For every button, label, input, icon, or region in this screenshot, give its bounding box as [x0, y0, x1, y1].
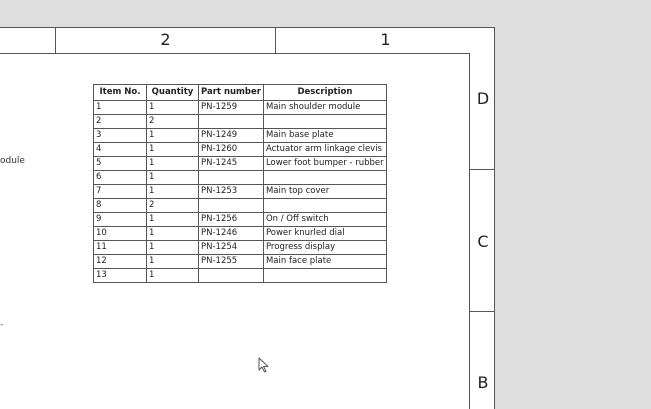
item-no-cell: 9	[94, 213, 147, 227]
item-no-cell: 3	[94, 129, 147, 143]
item-no-cell: 6	[94, 171, 147, 185]
table-row	[94, 241, 387, 255]
part-number-cell: PN-1255	[199, 255, 264, 269]
item-no-cell: 7	[94, 185, 147, 199]
table-row	[94, 115, 387, 129]
clipped-annotation-text: odule	[0, 156, 25, 166]
quantity-cell: 1	[147, 255, 199, 269]
zone-row-d: D	[476, 89, 490, 108]
zone-column-2: 2	[160, 30, 171, 49]
quantity-cell: 1	[147, 227, 199, 241]
table-row	[94, 213, 387, 227]
table-row	[94, 199, 387, 213]
table-header-row	[94, 85, 387, 101]
column-header-quantity: Quantity	[147, 85, 199, 101]
quantity-cell: 2	[147, 115, 199, 129]
zone-row-b: B	[477, 373, 489, 392]
part-number-cell: PN-1245	[199, 157, 264, 171]
item-no-cell: 8	[94, 199, 147, 213]
clipped-annotation-mark: -	[0, 320, 4, 330]
column-header-item-no: Item No.	[94, 85, 147, 101]
item-no-cell: 10	[94, 227, 147, 241]
column-header-description: Description	[263, 85, 386, 101]
item-no-cell: 2	[94, 115, 147, 129]
quantity-cell: 1	[147, 171, 199, 185]
part-number-cell	[199, 171, 264, 185]
part-number-cell: PN-1249	[199, 129, 264, 143]
zone-column-1: 1	[380, 30, 391, 49]
quantity-cell: 1	[147, 129, 199, 143]
quantity-cell: 1	[147, 185, 199, 199]
description-cell	[263, 269, 386, 283]
description-cell	[263, 115, 386, 129]
table-row	[94, 143, 387, 157]
quantity-cell: 1	[147, 213, 199, 227]
part-number-cell: PN-1253	[199, 185, 264, 199]
table-row	[94, 255, 387, 269]
bill-of-materials-table	[93, 84, 387, 283]
table-row	[94, 227, 387, 241]
column-header-part-number: Part number	[199, 85, 264, 101]
item-no-cell: 11	[94, 241, 147, 255]
description-cell: Main shoulder module	[263, 101, 386, 115]
part-number-cell: PN-1260	[199, 143, 264, 157]
part-number-cell: PN-1256	[199, 213, 264, 227]
description-cell: Actuator arm linkage clevis	[263, 143, 386, 157]
description-cell	[263, 171, 386, 185]
part-number-cell	[199, 199, 264, 213]
table-row	[94, 157, 387, 171]
item-no-cell: 1	[94, 101, 147, 115]
table-row	[94, 185, 387, 199]
zone-divider	[470, 311, 495, 312]
quantity-cell: 1	[147, 143, 199, 157]
part-number-cell: PN-1246	[199, 227, 264, 241]
item-no-cell: 5	[94, 157, 147, 171]
quantity-cell: 1	[147, 241, 199, 255]
table-row	[94, 171, 387, 185]
part-number-cell	[199, 115, 264, 129]
table-row	[94, 269, 387, 283]
item-no-cell: 13	[94, 269, 147, 283]
description-cell: Power knurled dial	[263, 227, 386, 241]
description-cell: On / Off switch	[263, 213, 386, 227]
item-no-cell: 12	[94, 255, 147, 269]
description-cell: Main top cover	[263, 185, 386, 199]
description-cell	[263, 199, 386, 213]
mouse-pointer-icon	[258, 357, 270, 373]
table-row	[94, 101, 387, 115]
quantity-cell: 1	[147, 101, 199, 115]
part-number-cell: PN-1254	[199, 241, 264, 255]
table-row	[94, 129, 387, 143]
quantity-cell: 1	[147, 269, 199, 283]
part-number-cell: PN-1259	[199, 101, 264, 115]
zone-row-c: C	[477, 232, 489, 251]
quantity-cell: 2	[147, 199, 199, 213]
description-cell: Progress display	[263, 241, 386, 255]
description-cell: Lower foot bumper - rubber	[263, 157, 386, 171]
description-cell: Main base plate	[263, 129, 386, 143]
part-number-cell	[199, 269, 264, 283]
item-no-cell: 4	[94, 143, 147, 157]
zone-divider	[470, 169, 495, 170]
quantity-cell: 1	[147, 157, 199, 171]
description-cell: Main face plate	[263, 255, 386, 269]
